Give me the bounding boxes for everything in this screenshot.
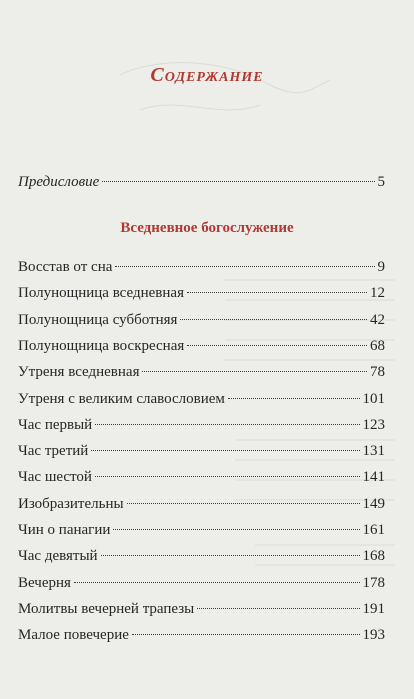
toc-page-number: 178 [362, 574, 385, 591]
toc-page-number: 68 [370, 337, 385, 354]
toc-row[interactable] [18, 546, 385, 566]
toc-row[interactable] [18, 520, 385, 540]
dot-leader [91, 450, 359, 451]
toc-label: Полунощница субботняя [18, 311, 178, 328]
toc-label: Восстав от сна [18, 259, 113, 275]
toc-row[interactable] [18, 389, 385, 409]
toc-label: Полунощница воскресная [18, 337, 185, 354]
dot-leader [95, 476, 360, 477]
toc-page-number: 168 [362, 548, 385, 565]
toc-page-number: 193 [362, 627, 385, 644]
dot-leader [127, 503, 360, 504]
dot-leader [74, 582, 360, 583]
toc-page-number: 78 [370, 364, 385, 381]
toc-label: Час шестой [18, 469, 92, 486]
dot-leader [132, 634, 360, 635]
toc-label: Вечерня [18, 574, 71, 591]
toc-page-number: 12 [370, 285, 385, 302]
toc-row[interactable] [18, 310, 385, 330]
toc-label: Малое повечерие [18, 627, 129, 644]
toc-page-number: 123 [362, 416, 385, 433]
toc-row[interactable] [18, 362, 385, 382]
toc-row[interactable] [18, 494, 385, 514]
toc-page-number: 101 [362, 390, 385, 407]
toc-label: Утреня с великим славословием [18, 390, 225, 407]
toc-row[interactable] [18, 283, 385, 303]
toc-label: Час девятый [18, 548, 98, 565]
dot-leader [187, 345, 367, 346]
dot-leader [101, 555, 360, 556]
toc-row[interactable] [18, 599, 385, 619]
toc-label: Предисловие [18, 174, 100, 190]
toc-label: Утреня вседневная [18, 364, 140, 381]
dot-leader [95, 424, 359, 425]
dot-leader [142, 371, 367, 372]
toc-page-number: 131 [362, 443, 385, 460]
toc-page-number: 5 [377, 174, 385, 190]
toc-row[interactable] [18, 441, 385, 461]
toc-label: Час третий [18, 443, 89, 460]
toc-label: Молитвы вечерней трапезы [18, 600, 195, 617]
toc-row[interactable] [18, 415, 385, 435]
toc-label: Полунощница вседневная [18, 285, 184, 302]
toc-row[interactable] [18, 257, 385, 277]
dot-leader [180, 319, 367, 320]
toc-label: Чин о панагии [18, 522, 111, 538]
toc-label: Изобразительны [18, 495, 124, 512]
section-heading: Вседневное богослужение [120, 220, 294, 236]
toc-page-number: 42 [370, 311, 385, 328]
dot-leader [228, 398, 360, 399]
toc-row-preface[interactable] [18, 172, 385, 192]
toc-row[interactable] [18, 625, 385, 645]
toc-row[interactable] [18, 573, 385, 593]
toc-page-number: 141 [362, 469, 385, 486]
toc-page-number: 149 [362, 495, 385, 512]
toc-page-number: 9 [377, 259, 385, 275]
dot-leader [113, 529, 359, 530]
page-title: Содержание [150, 64, 264, 86]
toc-row[interactable] [18, 336, 385, 356]
toc-page-number: 191 [362, 600, 385, 617]
dot-leader [187, 292, 367, 293]
dot-leader [115, 266, 374, 267]
toc-page-number: 161 [362, 522, 385, 538]
dot-leader [102, 181, 374, 182]
dot-leader [197, 608, 359, 609]
toc-row[interactable] [18, 467, 385, 487]
toc-label: Час первый [18, 416, 93, 433]
